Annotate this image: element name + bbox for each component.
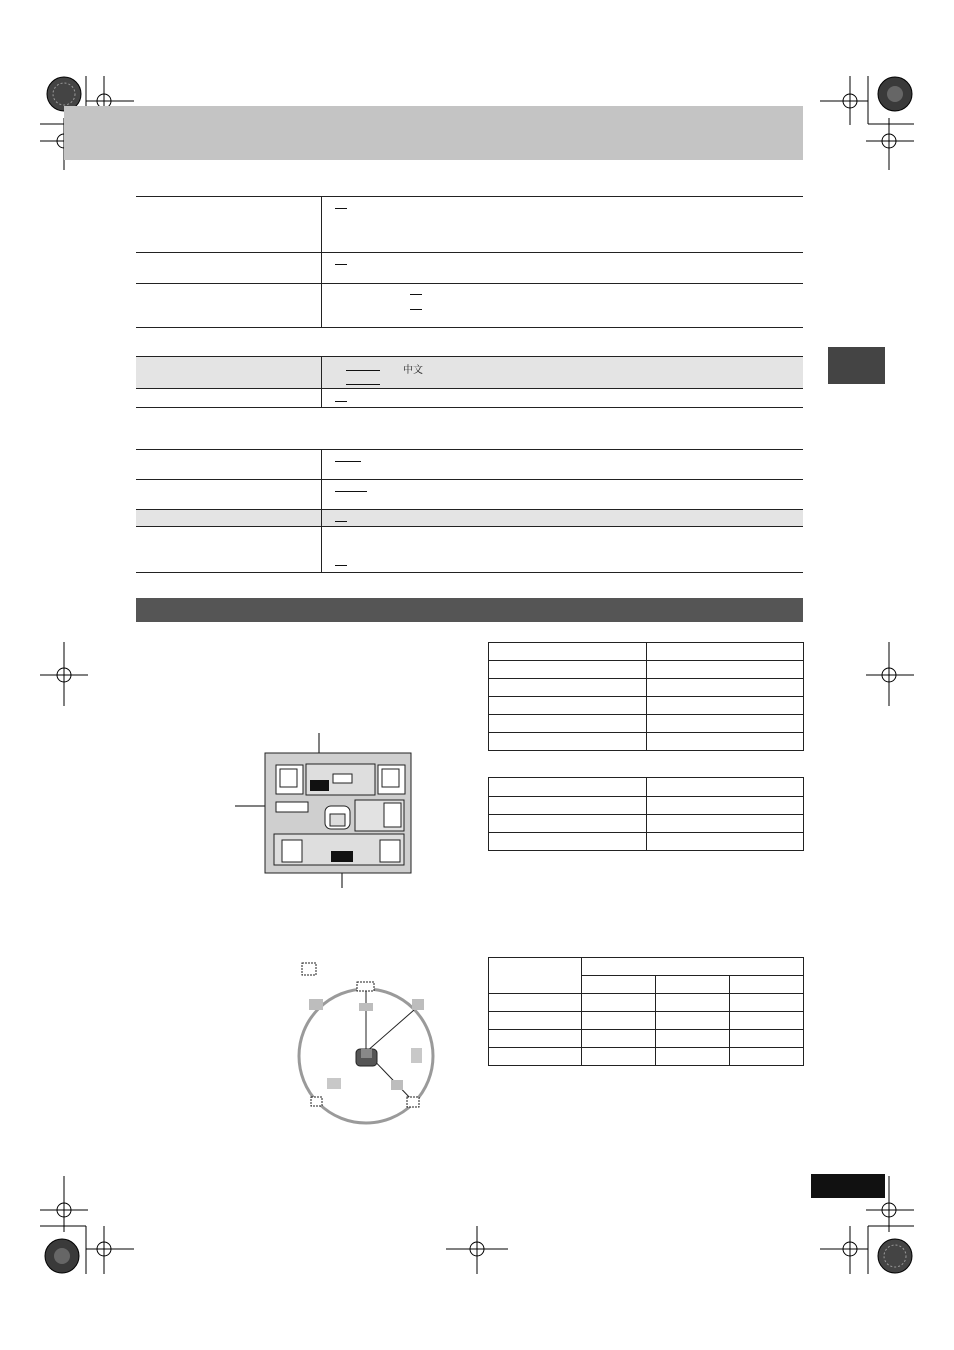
speaker-icon (380, 840, 400, 862)
registration-mark-icon (820, 76, 868, 125)
speaker-table-2 (488, 777, 804, 851)
table-row (489, 778, 804, 797)
table-row (489, 697, 804, 715)
default-option-underline (335, 461, 361, 462)
table-row (489, 733, 804, 751)
speaker-icon (378, 765, 405, 794)
color-wheel-icon (878, 1239, 912, 1273)
table-row (489, 1048, 804, 1066)
table-row (489, 1030, 804, 1048)
speaker-table-1 (488, 642, 804, 751)
table-row (489, 661, 804, 679)
default-option-underline (335, 264, 347, 265)
default-option-underline (335, 491, 367, 492)
table-row (489, 643, 804, 661)
table-row (489, 833, 804, 851)
speaker-table-3 (488, 957, 804, 1066)
speaker-icon (282, 840, 302, 862)
speaker-icon (384, 803, 401, 827)
registration-mark-icon (866, 642, 914, 706)
default-option-underline (410, 294, 422, 295)
speaker-layout-diagram (230, 730, 430, 900)
table-row (489, 958, 804, 976)
default-option-underline (335, 521, 347, 522)
registration-mark-icon (40, 642, 88, 706)
default-option-underline (410, 309, 422, 310)
speaker-icon (333, 774, 352, 783)
chapter-side-tab (828, 347, 885, 384)
registration-mark-icon (86, 1226, 134, 1274)
default-option-underline (335, 208, 347, 209)
page-number-box (811, 1174, 885, 1198)
table-row (489, 994, 804, 1012)
default-option-underline (346, 370, 380, 371)
default-option-underline (346, 384, 380, 385)
table-row (489, 715, 804, 733)
language-option-glyph: 中文 (403, 365, 423, 376)
page-header-band (64, 106, 803, 160)
default-option-underline (335, 565, 347, 566)
table-row (489, 1012, 804, 1030)
speaker-icon (276, 765, 303, 794)
registration-mark-icon (40, 1176, 88, 1232)
registration-mark-icon (446, 1226, 508, 1274)
section-header-band (136, 598, 803, 622)
default-option-underline (335, 401, 347, 402)
listener-seat-icon (325, 806, 350, 829)
color-wheel-icon (878, 77, 912, 111)
registration-mark-icon (866, 118, 914, 170)
table-row (489, 679, 804, 697)
listener-seat-icon (356, 1049, 377, 1066)
table-row (489, 797, 804, 815)
speaker-circle-diagram (295, 958, 445, 1138)
registration-mark-icon (820, 1226, 868, 1274)
color-wheel-icon (45, 1239, 79, 1273)
table-row (489, 815, 804, 833)
